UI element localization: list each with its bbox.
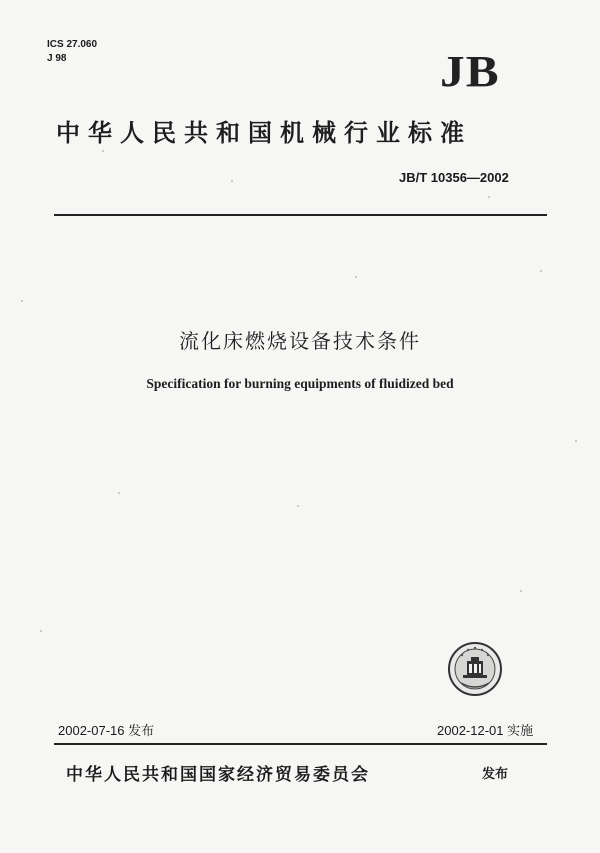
classification-block [47, 38, 97, 66]
issuer-suffix: 发布 [482, 767, 509, 782]
scan-speck [575, 440, 577, 442]
release-date: 2002-07-16 发布 [58, 723, 155, 738]
scan-speck [488, 196, 490, 198]
scan-speck [231, 180, 233, 182]
scan-speck [540, 270, 542, 272]
scan-speck [102, 150, 104, 152]
official-seal-icon [447, 641, 503, 697]
footer-divider [54, 743, 547, 745]
scan-speck [118, 492, 120, 494]
issuing-authority: 中华人民共和国国家经济贸易委员会 [66, 765, 370, 785]
jb-logo: JB [440, 47, 500, 96]
header-divider [54, 214, 547, 216]
standard-number: JB/T 10356—2002 [399, 170, 509, 185]
scan-speck [40, 630, 42, 632]
document-title-cn: 流化床燃烧设备技术条件 [179, 329, 421, 353]
scan-speck [355, 276, 357, 278]
effective-date: 2002-12-01 实施 [437, 723, 534, 738]
class-code: J 98 [47, 53, 67, 64]
scan-speck [21, 300, 23, 302]
scan-speck [520, 590, 522, 592]
scan-speck [297, 505, 299, 507]
ics-code: ICS 27.060 [47, 39, 98, 50]
org-title: 中华人民共和国机械行业标准 [56, 119, 472, 147]
document-title-en: Specification for burning equipments of fluidized bed [146, 376, 454, 391]
